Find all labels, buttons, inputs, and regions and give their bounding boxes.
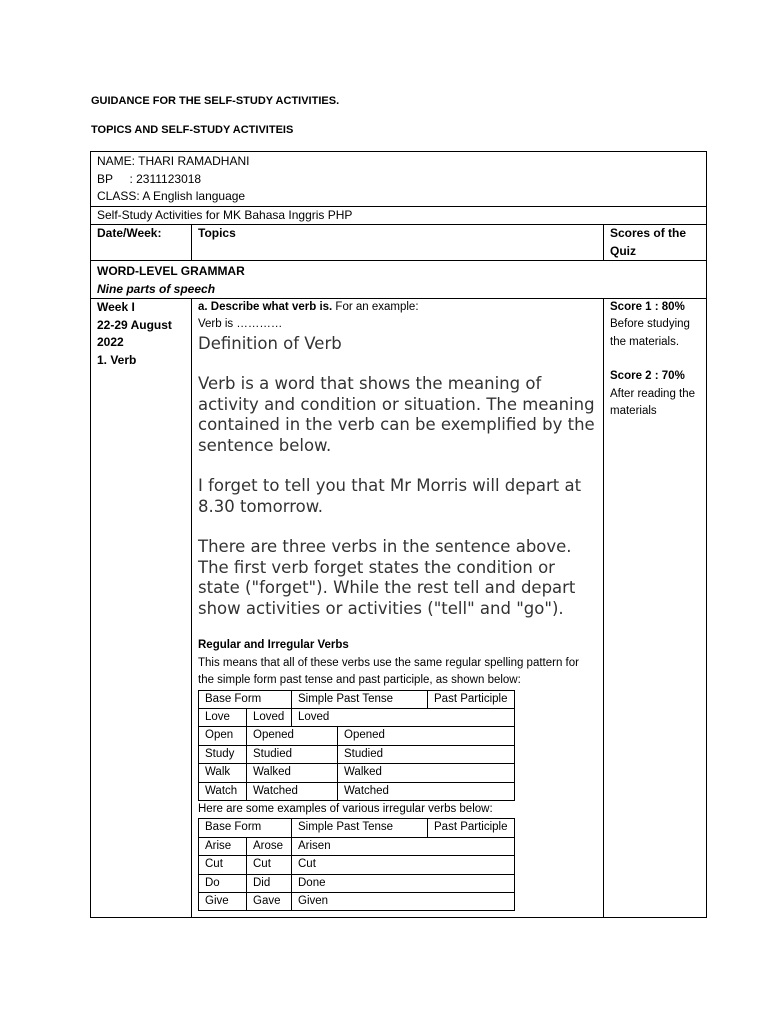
definition-paragraph-2: I forget to tell you that Mr Morris will depart at 8.30 tomorrow. xyxy=(198,476,582,516)
activities-table xyxy=(90,151,707,918)
document-subtitle: TOPICS AND SELF-STUDY ACTIVITEIS xyxy=(91,124,294,136)
irregular-base: Give xyxy=(199,893,247,911)
regular-past: Loved xyxy=(247,708,292,726)
week-topic: 1. Verb xyxy=(97,352,137,367)
irregular-verbs-table xyxy=(198,818,515,911)
regular-row xyxy=(199,782,515,800)
task-line xyxy=(198,299,597,316)
regular-row xyxy=(199,745,515,763)
regular-base: Open xyxy=(199,727,247,745)
score-2-note: After reading the materials xyxy=(610,387,696,418)
regular-participle: Loved xyxy=(292,708,515,726)
regular-past: Studied xyxy=(247,745,338,763)
definition-paragraph-1: Verb is a word that shows the meaning of activity and condition or situation. The meaning contained in the verb can be exemplified by the sentence below. xyxy=(198,374,595,455)
section-title: WORD-LEVEL GRAMMAR xyxy=(97,264,245,278)
col-header-topics: Topics xyxy=(192,225,604,261)
irregular-intro: Here are some examples of various irregular verbs below: xyxy=(198,802,493,815)
irregular-row xyxy=(199,874,515,892)
regular-past: Walked xyxy=(247,764,338,782)
definition-paragraph-3: There are three verbs in the sentence above. The first verb forget states the condition or state ("forget"). While the rest tell and depart show activities or activities ("tell" and "go"). xyxy=(198,537,576,618)
definition-title: Definition of Verb xyxy=(198,333,342,353)
task-rest: For an example: xyxy=(332,301,419,313)
task-bold: a. Describe what verb is. xyxy=(198,301,333,313)
regular-intro: This means that all of these verbs use the same regular spelling pattern for the simple form past tense and past participle, as shown below: xyxy=(198,656,579,687)
student-name: NAME: THARI RAMADHANI xyxy=(97,154,250,168)
regular-row xyxy=(199,708,515,726)
course-title: Self-Study Activities for MK Bahasa Inggris PHP xyxy=(91,206,707,225)
regular-base: Walk xyxy=(199,764,247,782)
irregular-past: Cut xyxy=(247,856,292,874)
definition-block xyxy=(198,334,597,620)
regular-verbs-table xyxy=(198,690,515,801)
irregular-header-participle: Past Participle xyxy=(428,819,515,837)
regular-header-participle: Past Participle xyxy=(428,690,515,708)
regular-title: Regular and Irregular Verbs xyxy=(198,639,349,652)
regular-past: Opened xyxy=(247,727,338,745)
header-row xyxy=(91,225,707,261)
irregular-past: Did xyxy=(247,874,292,892)
regular-header-row xyxy=(199,690,515,708)
irregular-past: Arose xyxy=(247,837,292,855)
irregular-base: Cut xyxy=(199,856,247,874)
student-info-row xyxy=(91,152,707,207)
irregular-row xyxy=(199,856,515,874)
week-label: Week I xyxy=(97,300,135,314)
irregular-base: Do xyxy=(199,874,247,892)
irregular-participle: Arisen xyxy=(292,837,515,855)
score-1-note: Before studying the materials. xyxy=(610,318,690,348)
week-dates: 22-29 August 2022 xyxy=(97,317,172,349)
regular-participle: Walked xyxy=(338,764,515,782)
regular-header-past: Simple Past Tense xyxy=(292,690,428,708)
student-bp: BP : 2311123018 xyxy=(97,171,202,186)
irregular-row xyxy=(199,893,515,911)
section-subtitle: Nine parts of speech xyxy=(97,281,216,296)
irregular-participle: Done xyxy=(292,874,515,892)
irregular-row xyxy=(199,837,515,855)
col-header-scores: Scores of the Quiz xyxy=(604,225,707,261)
irregular-participle: Cut xyxy=(292,856,515,874)
irregular-participle: Given xyxy=(292,893,515,911)
student-class: CLASS: A English language xyxy=(97,189,246,203)
regular-base: Study xyxy=(199,745,247,763)
irregular-header-past: Simple Past Tense xyxy=(292,819,428,837)
score-1: Score 1 : 80% xyxy=(610,301,685,313)
section-row xyxy=(91,261,707,299)
regular-base: Love xyxy=(199,708,247,726)
regular-participle: Watched xyxy=(338,782,515,800)
irregular-base: Arise xyxy=(199,837,247,855)
regular-base: Watch xyxy=(199,782,247,800)
week-row xyxy=(91,299,707,918)
col-header-date: Date/Week: xyxy=(91,225,192,261)
regular-row xyxy=(199,764,515,782)
course-row xyxy=(91,206,707,225)
irregular-header-row xyxy=(199,819,515,837)
score-2: Score 2 : 70% xyxy=(610,370,685,383)
irregular-past: Gave xyxy=(247,893,292,911)
document-title: GUIDANCE FOR THE SELF-STUDY ACTIVITIES. xyxy=(91,95,340,107)
regular-header-base: Base Form xyxy=(199,690,292,708)
regular-participle: Studied xyxy=(338,745,515,763)
regular-past: Watched xyxy=(247,782,338,800)
regular-row xyxy=(199,727,515,745)
regular-participle: Opened xyxy=(338,727,515,745)
task-prompt: Verb is ………… xyxy=(198,318,283,331)
irregular-header-base: Base Form xyxy=(199,819,292,837)
